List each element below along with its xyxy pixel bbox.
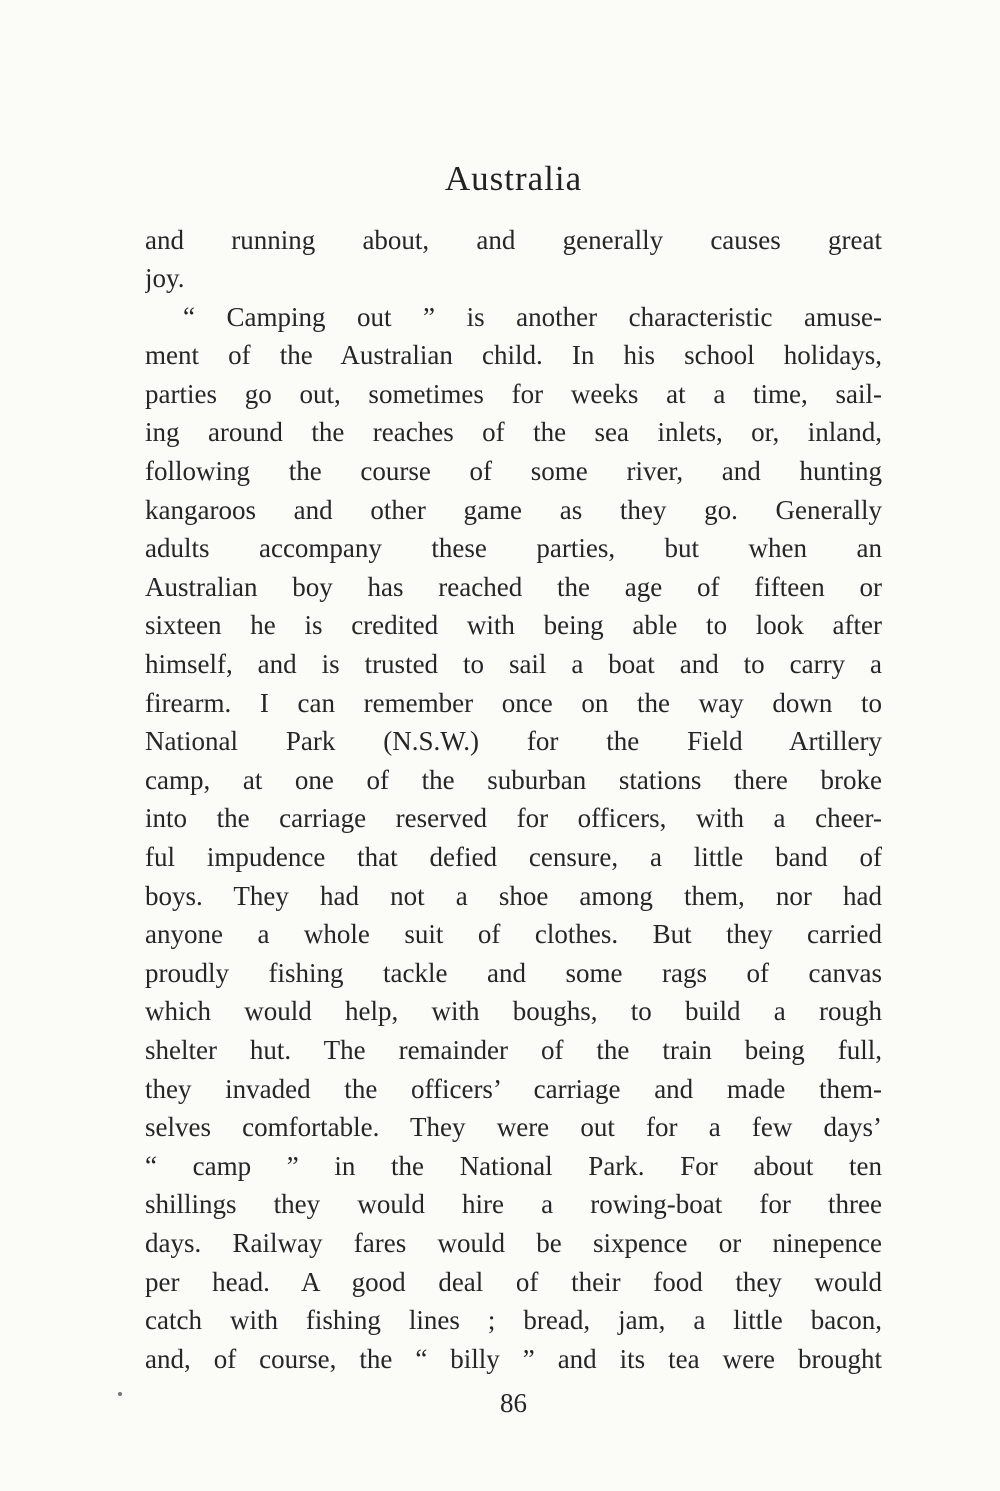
text-line: proudly fishing tackle and some rags of canvas — [145, 957, 882, 988]
text-line: ing around the reaches of the sea inlets, or, inland, — [145, 417, 882, 448]
text-line: following the course of some river, and hunting — [145, 456, 882, 487]
book-page — [145, 160, 882, 1422]
text-line: per head. A good deal of their food they would — [145, 1266, 882, 1297]
text-line: Australian boy has reached the age of fifteen or — [145, 571, 882, 602]
text-line: National Park (N.S.W.) for the Field Artillery — [145, 726, 882, 757]
body-text — [145, 221, 882, 1379]
text-line: adults accompany these parties, but when an — [145, 533, 882, 564]
text-line: which would help, with boughs, to build a rough — [145, 996, 882, 1027]
page-number: 86 — [500, 1388, 527, 1419]
text-line: into the carriage reserved for officers, with a cheer- — [145, 803, 882, 834]
text-line: camp, at one of the suburban stations there broke — [145, 764, 882, 795]
text-line: “ camp ” in the National Park. For about ten — [145, 1150, 882, 1181]
text-line: “ Camping out ” is another characteristic amuse- — [183, 301, 882, 332]
text-line: ment of the Australian child. In his school holidays, — [145, 340, 882, 371]
print-artifact-dot — [118, 1392, 122, 1396]
text-line: days. Railway fares would be sixpence or ninepence — [145, 1227, 882, 1258]
text-line: parties go out, sometimes for weeks at a time, sail- — [145, 378, 882, 409]
text-line: boys. They had not a shoe among them, nor had — [145, 880, 882, 911]
text-line: catch with fishing lines ; bread, jam, a little bacon, — [145, 1305, 882, 1336]
text-line: anyone a whole suit of clothes. But they carried — [145, 919, 882, 950]
text-line: ful impudence that defied censure, a little band of — [145, 842, 882, 872]
text-line: shelter hut. The remainder of the train being full, — [145, 1034, 882, 1065]
text-line: shillings they would hire a rowing-boat for three — [145, 1189, 882, 1220]
text-line: and running about, and generally causes great — [145, 224, 882, 255]
text-line: firearm. I can remember once on the way down to — [145, 687, 882, 718]
text-line: and, of course, the “ billy ” and its tea were brought — [145, 1343, 882, 1374]
paragraph — [145, 221, 882, 298]
paragraph — [145, 298, 882, 1379]
page-title: Australia — [444, 159, 583, 198]
text-line: they invaded the officers’ carriage and made them- — [145, 1073, 882, 1104]
text-line: kangaroos and other game as they go. Generally — [145, 494, 882, 525]
text-line: joy. — [145, 263, 185, 294]
text-line: sixteen he is credited with being able to look after — [145, 610, 882, 641]
text-line: himself, and is trusted to sail a boat and to carry a — [145, 649, 882, 680]
text-line: selves comfortable. They were out for a few days’ — [145, 1112, 882, 1143]
